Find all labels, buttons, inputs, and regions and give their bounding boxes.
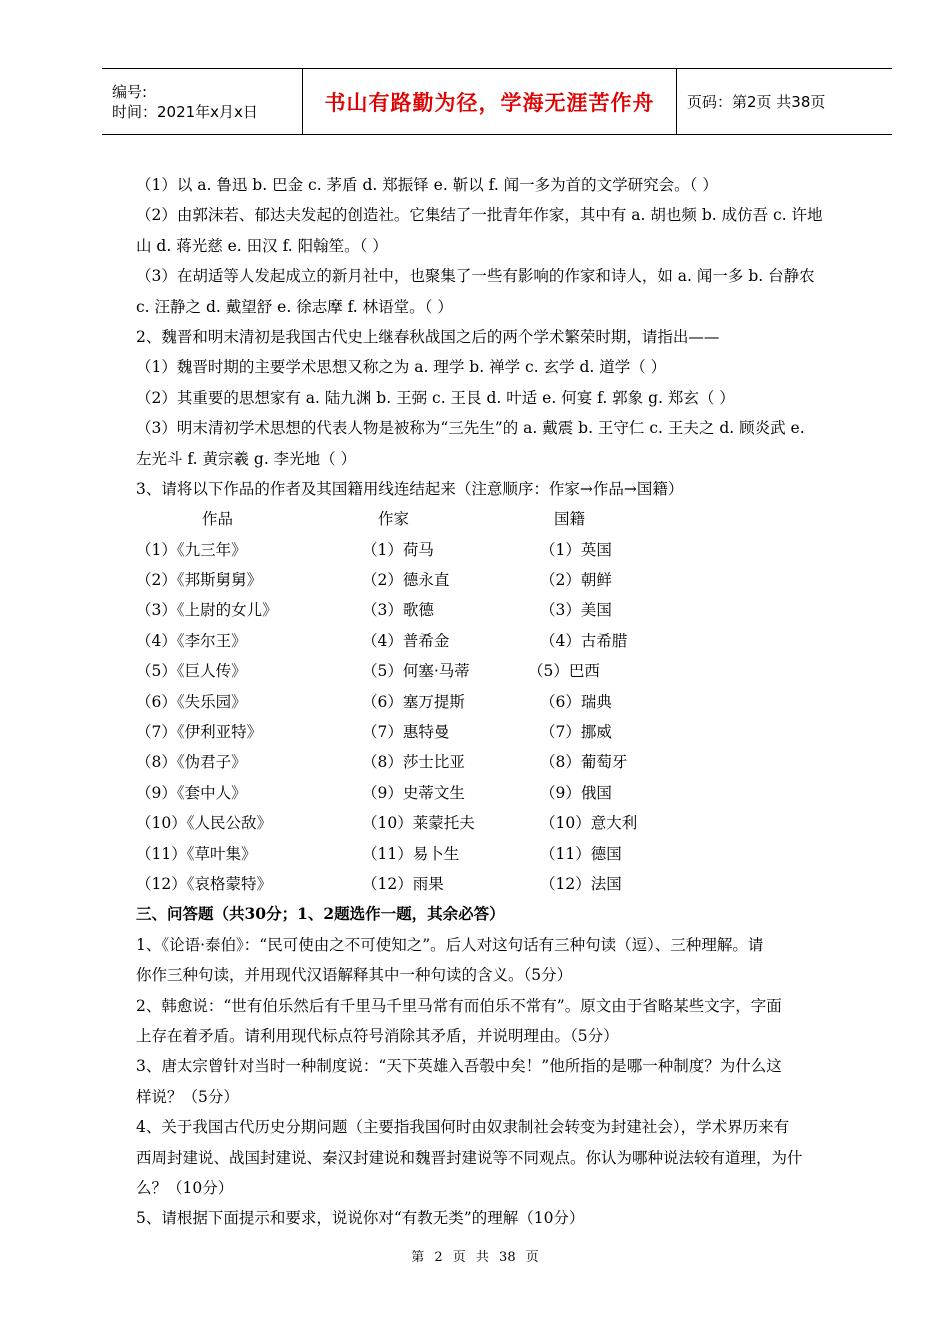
- nationality-cell: （3）美国: [540, 601, 612, 620]
- motto: 书山有路勤为径，学海无涯苦作舟: [324, 90, 655, 115]
- author-cell: （7）惠特曼: [362, 723, 450, 742]
- author-cell: （10）莱蒙托夫: [362, 814, 475, 833]
- nationality-cell: （7）挪威: [540, 723, 612, 742]
- page-header: [102, 68, 892, 135]
- text-line: （3）明末清初学术思想的代表人物是被称为“三先生”的 a. 戴震 b. 王守仁 c. 王夫之 d. 顾炎武 e.: [136, 419, 805, 438]
- nationality-cell: （4）古希腊: [540, 631, 628, 650]
- table-row: [136, 869, 866, 899]
- text-line: 山 d. 蒋光慈 e. 田汉 f. 阳翰笙。（ ）: [136, 236, 388, 255]
- table-row: [136, 778, 866, 808]
- text-line: （1）以 a. 鲁迅 b. 巴金 c. 茅盾 d. 郑振铎 e. 靳以 f. 闻一多为首的文学研究会。（ ）: [136, 176, 718, 194]
- question-line: 么？（10分）: [136, 1178, 234, 1197]
- nationality-cell: （12）法国: [540, 874, 622, 893]
- author-cell: （2）德永直: [362, 571, 450, 590]
- header-page-cell: [677, 69, 892, 134]
- header-authors: 作家: [378, 510, 410, 529]
- table-row: [136, 595, 866, 625]
- table-row: [136, 656, 866, 686]
- question-line: 1、《论语·泰伯》：“民可使由之不可使知之”。后人对这句话有三种句读（逗）、三种理解。请: [136, 935, 764, 954]
- page-footer: 第 2 页 共 38 页: [411, 1250, 539, 1265]
- question-line: 2、韩愈说：“世有伯乐然后有千里马千里马常有而伯乐不常有”。原文由于省略某些文字，字面: [136, 996, 782, 1015]
- text-line: c. 汪静之 d. 戴望舒 e. 徐志摩 f. 林语堂。（ ）: [136, 297, 453, 316]
- header-nationality: 国籍: [554, 510, 586, 529]
- author-cell: （6）塞万提斯: [362, 692, 465, 711]
- author-cell: （8）莎士比亚: [362, 753, 465, 772]
- match-table-header: [136, 504, 866, 534]
- work-cell: （12）《哀格蒙特》: [136, 874, 272, 893]
- section-title: 三、问答题（共30分；1、2题选作一题，其余必答）: [136, 904, 505, 924]
- question-line: 样说？（5分）: [136, 1087, 239, 1106]
- question-line: 3、唐太宗曾针对当时一种制度说：“天下英雄入吾彀中矣！”他所指的是哪一种制度？为什么这: [136, 1057, 782, 1076]
- work-cell: （2）《邦斯舅舅》: [136, 571, 263, 590]
- serial-label: 编号:: [112, 82, 148, 101]
- nationality-cell: （5）巴西: [528, 662, 600, 681]
- table-row: [136, 565, 866, 595]
- time-label: 时间：2021年x月x日: [112, 102, 258, 121]
- page-info: 页码：第2页 共38页: [687, 93, 826, 111]
- table-row: [136, 687, 866, 717]
- work-cell: （4）《李尔王》: [136, 631, 247, 650]
- text-line: （2）由郭沫若、郁达夫发起的创造社。它集结了一批青年作家，其中有 a. 胡也频 b. 成仿吾 c. 许地: [136, 206, 823, 225]
- work-cell: （8）《伪君子》: [136, 753, 247, 772]
- author-cell: （11）易卜生: [362, 844, 460, 863]
- nationality-cell: （1）英国: [540, 540, 612, 559]
- nationality-cell: （6）瑞典: [540, 692, 612, 711]
- author-cell: （1）荷马: [362, 540, 434, 559]
- author-cell: （9）史蒂文生: [362, 783, 465, 802]
- work-cell: （11）《草叶集》: [136, 844, 257, 863]
- question-line: 4、关于我国古代历史分期问题（主要指我国何时由奴隶制社会转变为封建社会），学术界历来有: [136, 1118, 790, 1137]
- text-line: 3、请将以下作品的作者及其国籍用线连结起来（注意顺序：作家→作品→国籍）: [136, 479, 684, 498]
- author-cell: （3）歌德: [362, 601, 434, 620]
- author-cell: （5）何塞·马蒂: [362, 662, 470, 681]
- table-row: [136, 626, 866, 656]
- question-line: 西周封建说、战国封建说、秦汉封建说和魏晋封建说等不同观点。你认为哪种说法较有道理，为什: [136, 1148, 803, 1167]
- work-cell: （6）《失乐园》: [136, 692, 247, 711]
- nationality-cell: （10）意大利: [540, 814, 638, 833]
- table-row: [136, 535, 866, 565]
- table-row: [136, 839, 866, 869]
- nationality-cell: （11）德国: [540, 844, 622, 863]
- question-line: 你作三种句读，并用现代汉语解释其中一种句读的含义。（5分）: [136, 966, 573, 985]
- nationality-cell: （9）俄国: [540, 783, 612, 802]
- table-row: [136, 747, 866, 777]
- text-line: （3）在胡适等人发起成立的新月社中，也聚集了一些有影响的作家和诗人，如 a. 闻一多 b. 台静农: [136, 267, 815, 286]
- table-row: [136, 808, 866, 838]
- work-cell: （3）《上尉的女儿》: [136, 601, 278, 620]
- work-cell: （1）《九三年》: [136, 540, 247, 559]
- text-line: 左光斗 f. 黄宗羲 g. 李光地（ ）: [136, 449, 357, 468]
- question-line: 上存在着矛盾。请利用现代标点符号消除其矛盾，并说明理由。（5分）: [136, 1026, 619, 1045]
- nationality-cell: （8）葡萄牙: [540, 753, 628, 772]
- table-row: [136, 717, 866, 747]
- work-cell: （5）《巨人传》: [136, 662, 247, 681]
- text-line: 2、魏晋和明末清初是我国古代史上继春秋战国之后的两个学术繁荣时期，请指出——: [136, 327, 720, 346]
- header-motto-cell: [303, 69, 677, 134]
- text-line: （1）魏晋时期的主要学术思想又称之为 a. 理学 b. 禅学 c. 玄学 d. 道学（ ）: [136, 358, 667, 377]
- work-cell: （7）《伊利亚特》: [136, 723, 263, 742]
- header-works: 作品: [202, 510, 234, 529]
- author-cell: （12）雨果: [362, 874, 444, 893]
- question-line: 5、请根据下面提示和要求，说说你对“有教无类”的理解（10分）: [136, 1209, 585, 1228]
- document-body: [136, 170, 866, 1234]
- header-meta: [102, 69, 303, 134]
- work-cell: （9）《套中人》: [136, 783, 247, 802]
- text-line: （2）其重要的思想家有 a. 陆九渊 b. 王弼 c. 王艮 d. 叶适 e. 何宴 f. 郭象 g. 郑玄（ ）: [136, 388, 735, 407]
- author-cell: （4）普希金: [362, 631, 450, 650]
- work-cell: （10）《人民公敌》: [136, 814, 272, 833]
- nationality-cell: （2）朝鲜: [540, 571, 612, 590]
